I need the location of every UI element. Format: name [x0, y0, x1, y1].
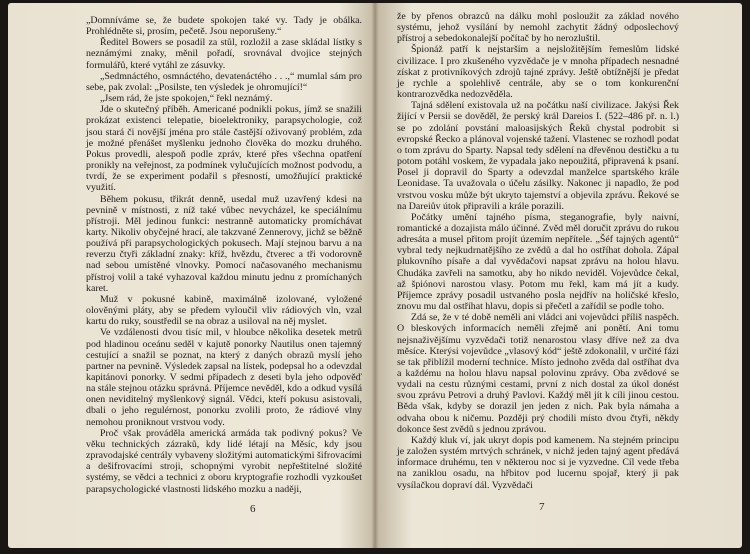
paragraph: Ve vzdálenosti dvou tisíc mil, v hloubce několika desetek metrů pod hladinou oceánu seděl v kajutě ponorky Nautilus onen tajemný cestující a snažil se poznat, na který z daných obrazů myslí jeho partner na pevnině. Výsledek zapsal na lístek, podepsal ho a odevzdal kapitánovi ponorky. V sedmi případech z deseti byla jeho odpověď na stále stejnou otázku správná. Příjemce nevěděl, kdo a odkud vysílá onen neviditelný myšlenkový signál. Vědci, kteří pokusu asistovali, dbali o jeho regulérnost, ponorku zvolili proto, že rádiové vlny nemohou proniknout vrstvou vody.: [86, 327, 362, 428]
page-number-left: 6: [250, 503, 256, 515]
paragraph: Ředitel Bowers se posadil za stůl, rozložil a zase skládal lístky s neznámými znaky, měnil pořadí, srovnával dvojice stejných formulářů, které vytáhl ze zásuvky.: [86, 37, 362, 71]
paragraph: „Domníváme se, že budete spokojen také vy. Tady je obálka. Prohlédněte si, prosím, pečetě. Jsou neporušeny.“: [86, 15, 362, 38]
paragraph: Každý kluk ví, jak ukryt dopis pod kamenem. Na stejném principu je založen systém mrtvých schránek, v nichž jeden tajný agent předává informace druhému, ten v některou noc si je vyzvedne. Cíl vede třeba na zaniklou osadu, na hřbitov pod lucernu spojař, který ji pak vysílačkou dopraví dál. Vyzvědači: [397, 434, 679, 491]
paragraph: že by přenos obrazců na dálku mohl posloužit za základ nového systému, jehož vysílání by nemohl zachytit žádný odposlechový přístroj a sebedokonalejší počítač by ho nerozluštil.: [397, 11, 679, 45]
right-page-text: [397, 11, 679, 491]
paragraph: „Jsem rád, že jste spokojen,“ řekl neznámý.: [100, 93, 273, 105]
left-page: [8, 3, 375, 548]
left-page-text: [86, 15, 362, 495]
paragraph: „Sedmnáctého, osmnáctého, devatenáctého . . .,“ mumlal sám pro sebe, pak zvolal: „Posilste, ten výsledek je ohromující!“: [86, 70, 362, 93]
paragraph: Jde o skutečný příběh. Americané podnikli pokus, jímž se snažili prokázat existenci telepatie, bioelektroniky, parapsychologie, což jsou stará či novější jména pro stále častější oživovaný problém, zda je možné přenášet myšlenku jednoho člověka do mozku druhého. Pokus provedli, alespoň podle zpráv, které přes všechna opatření pronikly na veřejnost, za podmínek vylučujících možnost podvodu, a tvrdí, že se experiment podařil s přesností, umožňující praktické využití.: [86, 104, 362, 194]
book-spread: [8, 3, 742, 548]
paragraph: Proč však prováděla americká armáda tak podivný pokus? Ve věku technických zázraků, kdy lidé létají na Měsíc, kdy jsou zpravodajské centrály vybaveny složitými automatickými šifrovacími a dešifrovacími stroji, schopnými vyrobit nepřeštitelné složité systémy, se vědci a technici z oboru kryptografie rozhodli vyzkoušet parapsychologické vlastnosti lidského mozku a naději,: [86, 427, 362, 495]
page-number-right: 7: [539, 501, 545, 513]
paragraph: Během pokusu, třikrát denně, usedal muž uzavřený kdesi na pevnině v místnosti, z níž také vůbec nevycházel, ke speciálnímu přístroji. Měl jedinou funkci: nestranně automaticky promíchávat karty. Nikoliv obyčejné hrací, ale takzvané Zennerovy, jichž se běžně používá při parapsychologických pokusech. Mají stejnou barvu a na reverzu čtyři základní znaky: kříž, hvězdu, čtverec a tři vodorovně nad sebou umístěné vlnovky. Pomocí načasovaného mechanismu přístroj volil a také vyhazoval každou minutu jednu z promíchaných karet.: [86, 193, 362, 294]
paragraph: Počátky umění tajného písma, steganografie, byly naivní, romantické a dozajista málo účinné. Zvěd měl doručit zprávu do rukou adresáta a musel přitom projít územím nepřítele. „Šéf tajných agentů“ vybral tedy nejkudrnatějšího ze zvědů a dal ho ostříhat dohola. Zápal plukovního písaře a dal vyvědačovi napsat zprávu na holou hlavu. Chudáka zavřeli na samotku, aby ho nikdo neviděl. Vojevůdce čekal, až špiónovi narostou vlasy. Potom mu řekl, kam má jít a kudy. Příjemce zprávy posadil ustvaného posla nejdřív na holičské křeslo, znovu mu dal ostříhat hlavu, dopis si přečetl a zařídil se podle toho.: [397, 211, 679, 313]
right-page: [375, 3, 742, 548]
paragraph: Špionáž patří k nejstarším a nejsložitějším řemeslům lidské civilizace. I pro zkušeného vyzvědače je v mnoha případech nesnadné získat z protivníkových zdrojů tajné zprávy. Ještě obtížnější je předat je rychle a spolehlivě centrále, aby se o tom konkurenční kontrarozvědka nedozvěděla.: [397, 44, 679, 101]
paragraph: Zdá se, že v té době neměli ani vládci ani vojevůdci příliš naspěch. O bleskových informacích neměli zřejmě ani ponětí. Ani tomu nejsnaživějšímu vyzvědači totiž nenarostou vlasy dříve než za dva měsíce. Kterýsi vojevůdce „vlasový kód“ ještě zdokonalil, v určité fázi se tak přiblížil moderní technice. Místo jednoho zvěda dal ostříhat dva a každému na holou hlavu napsal polovinu zprávy. Oba zvědové se vydali na cestu různými cestami, první z nich dostal za úkol donést svou zprávu Petrovi a druhý Pavlovi. Každý měl jít k cíli jinou cestou. Běda však, kdyby se dorazil jen jeden z nich. Pak byla námaha a odvaha obou k ničemu. Později prý chodili místo dvou čtyři, někdy dokonce šest zvědů s jednou zprávou.: [397, 312, 679, 435]
paragraph: Muž v pokusné kabině, maximálně izolované, vyložené olověnými pláty, aby se předem vyloučil vliv rádiových vln, vzal kartu do ruky, soustředil se na obraz a usiloval na něj myslet.: [86, 293, 362, 328]
paragraph: Tajná sdělení existovala už na počátku naší civilizace. Jakýsi Řek žijící v Persii se dověděl, že perský král Dareios I. (522–486 př. n. l.) se po zdolání povstání maloasijských Řeků chystal podrobit si evropské Řecko a plánoval vojenské tažení. Vlastenec se rozhodl podat o tom zprávu do Sparty. Napsal tedy sdělení na dřevěnou destičku a tu potom potáhl voskem, že vypadala jako nepoužitá, připravená k psaní. Posel ji dopravil do Sparty a odevzdal manželce spartského krále Leonidase. Ta uvažovala o účelu zásilky. Nakonec ji napadlo, že pod vrstvou vosku může být ukryto tajemství a objevila zprávu. Řekové se na Dareiův útok připravili a krále porazili.: [397, 100, 679, 212]
